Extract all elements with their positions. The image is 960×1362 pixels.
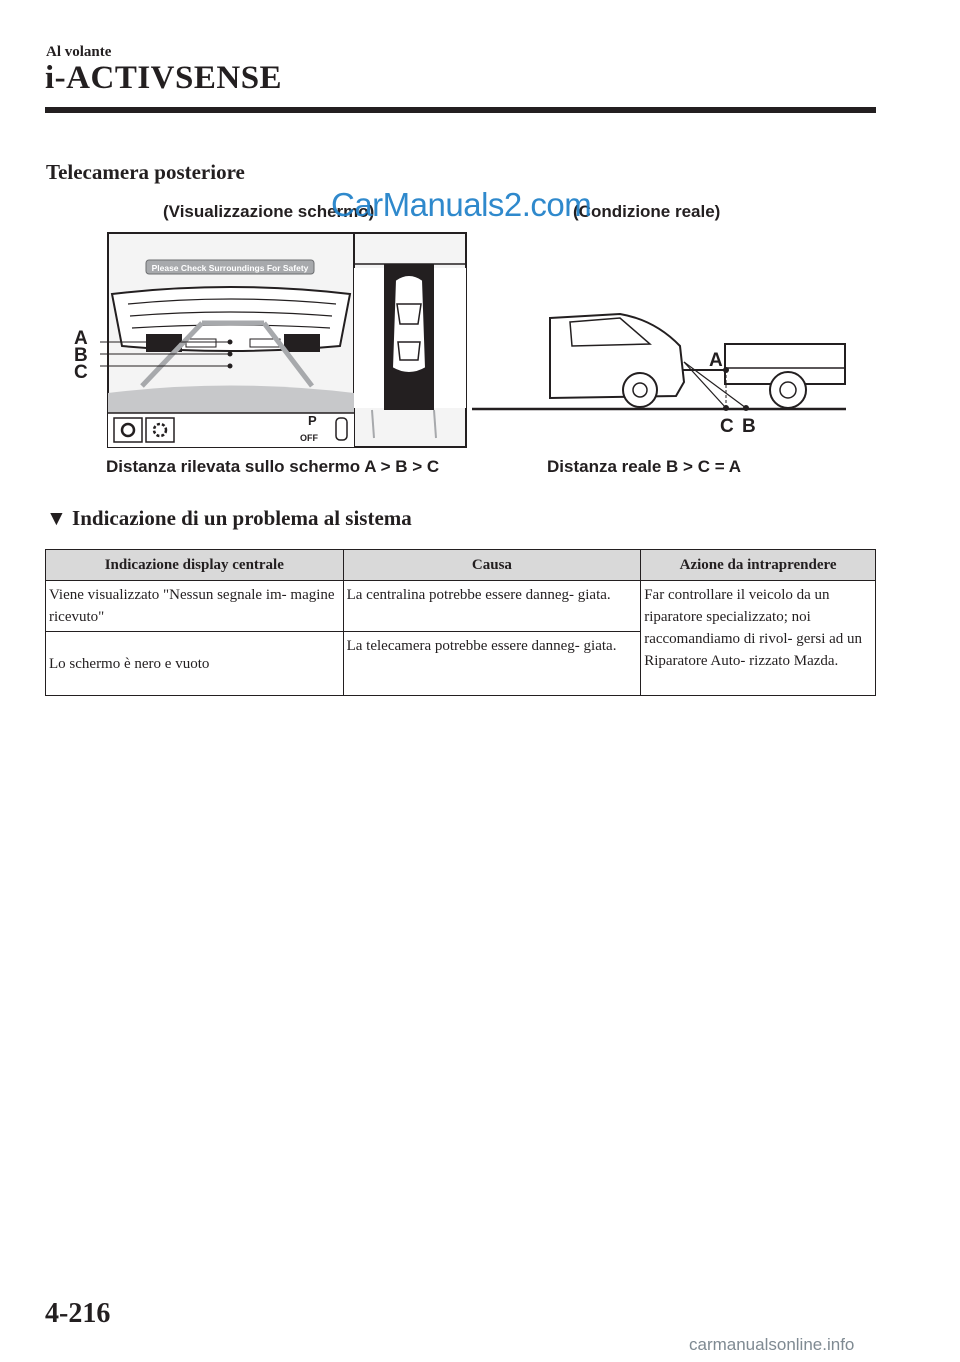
screen-banner-text: Please Check Surroundings For Safety xyxy=(151,263,309,273)
header-action: Azione da intraprendere xyxy=(641,550,876,581)
real-label-b: B xyxy=(742,416,756,437)
row-display: Lo schermo è nero e vuoto xyxy=(46,632,344,696)
real-label-a: A xyxy=(709,350,723,371)
problem-indication-table xyxy=(45,549,876,696)
section-title: Telecamera posteriore xyxy=(46,160,245,184)
watermark-bottom: carmanualsonline.info xyxy=(689,1335,855,1354)
row-cause: La telecamera potrebbe essere danneg- giata. xyxy=(343,632,641,696)
watermark-top: CarManuals2.com xyxy=(331,186,592,223)
subsection-title-text: Indicazione di un problema al sistema xyxy=(72,506,412,530)
park-off-label: OFF xyxy=(300,433,318,443)
header-display: Indicazione display centrale xyxy=(46,550,344,581)
breadcrumb: Al volante xyxy=(46,44,112,60)
camera-screen-illustration xyxy=(60,228,475,454)
chapter-title: i-ACTIVSENSE xyxy=(45,60,283,96)
subsection-title xyxy=(46,506,412,531)
row-action: Far controllare il veicolo da un riparatore specializzato; noi raccomandiamo di rivol- gersi ad un Riparatore Auto- rizzato Mazda. xyxy=(641,581,876,696)
table-row xyxy=(46,581,876,632)
real-condition-illustration xyxy=(470,300,850,440)
screen-label-b: B xyxy=(74,345,88,366)
header-cause: Causa xyxy=(343,550,641,581)
screen-distance-caption: Distanza rilevata sullo schermo A > B > C xyxy=(106,457,440,476)
screen-label-a: A xyxy=(74,328,88,349)
screen-view-caption: (Visualizzazione schermo) xyxy=(163,202,375,221)
real-condition-caption: (Condizione reale) xyxy=(573,202,721,221)
real-label-c: C xyxy=(720,416,734,437)
row-display: Viene visualizzato "Nessun segnale im- magine ricevuto" xyxy=(46,581,344,632)
svg-text:P: P xyxy=(308,413,317,428)
table-header-row xyxy=(46,550,876,581)
page-number: 4-216 xyxy=(45,1298,111,1329)
screen-label-c: C xyxy=(74,362,88,383)
header-rule xyxy=(45,107,876,113)
row-cause: La centralina potrebbe essere danneg- giata. xyxy=(343,581,641,632)
triangle-marker-icon: ▼ xyxy=(46,506,67,530)
real-distance-caption: Distanza reale B > C = A xyxy=(547,457,742,476)
